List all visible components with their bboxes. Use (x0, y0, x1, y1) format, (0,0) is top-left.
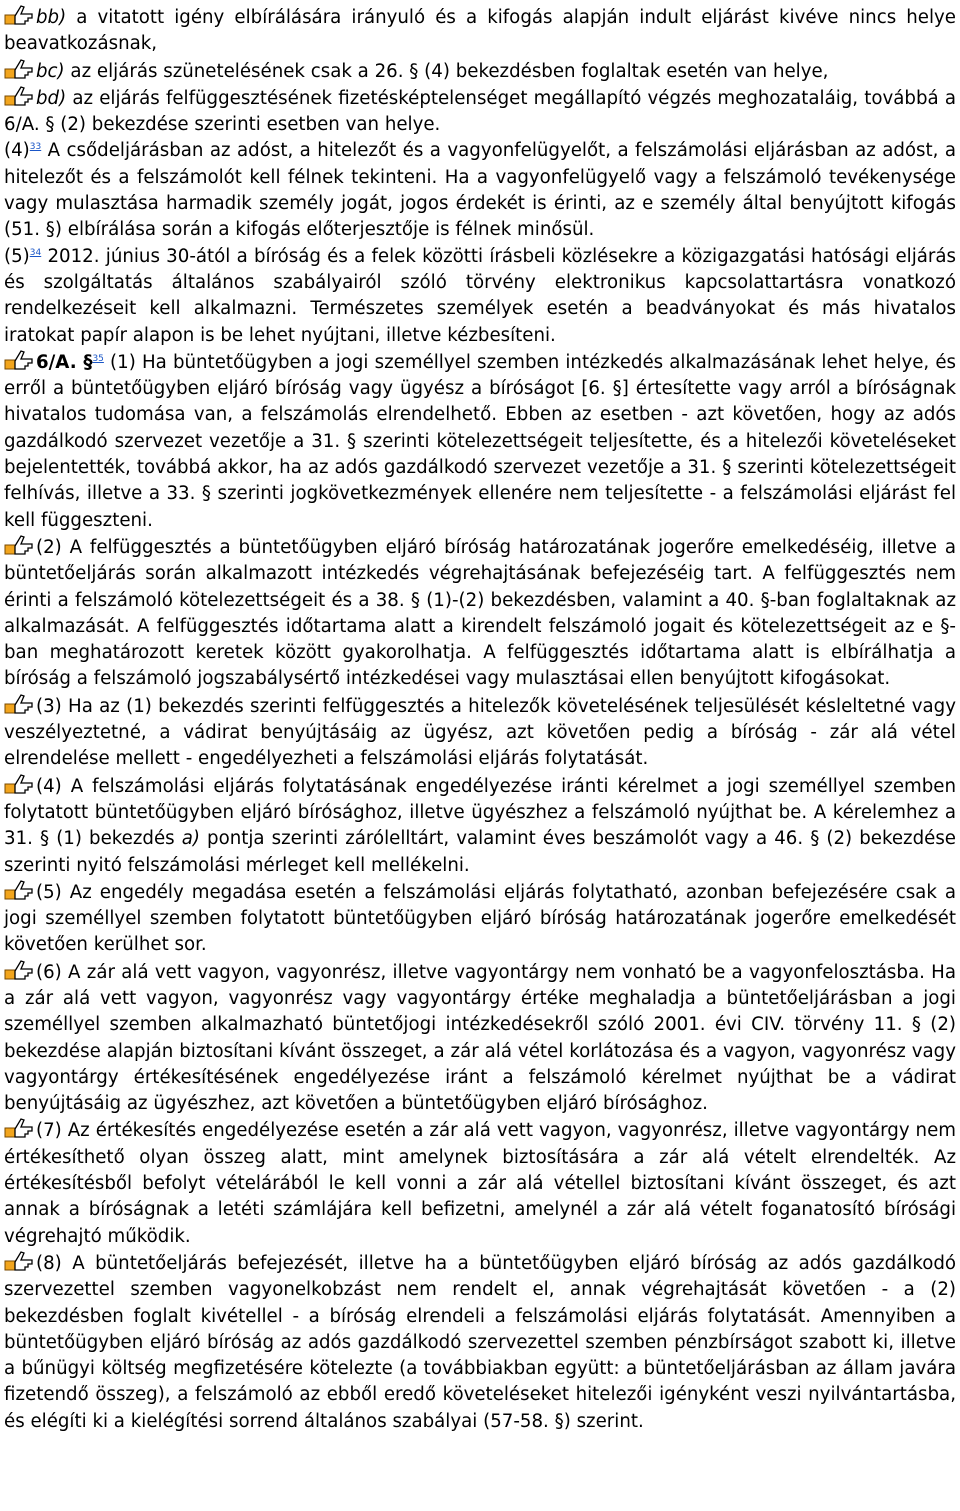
paragraph-text: (7) Az értékesítés engedélyezése esetén a zár alá vett vagyon, vagyonrész, illetve vagyontárgy nem értékesíthető olyan összeg alatt, mint amelynek biztosítására a zár alá vételt elrendelték. Az értékesítésből befolyt vételárából le kell vonni a zár alá vétellel biztosítani kívánt összeget, és azt annak a bíróságnak a letéti számlájára kell befizetni, amelynél a zár alá vételt foganatosító bírósági végrehajtó működik. (4, 1120, 956, 1247)
item-label: bc) (36, 60, 65, 82)
paragraph-bb (4, 4, 956, 58)
paragraph-6a-4 (4, 773, 956, 879)
pointing-hand-icon[interactable] (4, 773, 34, 795)
paragraph-text: (2) A felfüggesztés a büntetőügyben eljáró bíróság határozatának jogerőre emelkedéséig, illetve a büntetőeljárás során alkalmazott intézkedés végrehajtásának befejezéséig tart. A felfüggesztés nem érinti a felszámoló kötelezettségeit és a 38. § (1)-(2) bekezdésben, valamint a 40. §-ban foglaltaknak az alkalmazását. A felfüggesztés időtartama alatt a kirendelt felszámoló jogait és kötelezettségeit az e §-ban meghatározott keretek között gyakorolhatja. A felfüggesztés időtartama alatt is elbírálhatja a bíróság a felszámoló jogszabálysértő intézkedései vagy mulasztásai ellen benyújtott kifogásokat. (4, 536, 956, 690)
paragraph-number: (5) (4, 245, 30, 267)
paragraph-6a-2 (4, 534, 956, 693)
paragraph-bc (4, 58, 956, 85)
paragraph-6a-6 (4, 959, 956, 1118)
footnote-link[interactable]: 35 (92, 353, 104, 364)
pointing-hand-icon[interactable] (4, 4, 34, 26)
pointing-hand-icon[interactable] (4, 58, 34, 80)
pointing-hand-icon[interactable] (4, 693, 34, 715)
item-label: bd) (36, 87, 67, 109)
section-6a (4, 349, 956, 534)
paragraph-number: (4) (4, 140, 30, 162)
paragraph-4 (4, 138, 956, 243)
paragraph-6a-5 (4, 879, 956, 959)
paragraph-text: pontja szerinti zárólelltárt, valamint éves beszámolót vagy a 46. § (2) bekezdése szerinti nyitó felszámolási mérleget kell mellékelni. (4, 828, 956, 876)
pointing-hand-icon[interactable] (4, 879, 34, 901)
paragraph-text: az eljárás felfüggesztésének fizetésképtelenséget megállapító végzés meghozataláig, továbbá a 6/A. § (2) bekezdése szerinti esetben van helye. (4, 87, 956, 136)
pointing-hand-icon[interactable] (4, 349, 34, 371)
paragraph-text: (1) Ha büntetőügyben a jogi személlyel szemben intézkedés alkalmazásának lehet helye, és erről a büntetőügyben eljáró bíróság vagy ügyész a bíróságot [6. §] értesítette vagy arról a bíróságnak hivatalos tudomása van, a felszámolás elrendelhető. Ebben az esetben - azt követően, hogy az adós gazdálkodó szervezet vezetője a 31. § szerinti kötelezettségeit teljesítette, és a hitelezői követeléseket bejelentették, továbbá akkor, ha az adós gazdálkodó szervezet vezetője a 31. § szerinti kötelezettségeit felhívás, illetve a 33. § szerinti jogkövetkezmények ellenére nem teljesítette - a felszámolási eljárást fel kell függeszteni. (4, 351, 957, 531)
paragraph-6a-7 (4, 1117, 956, 1249)
footnote-link[interactable]: 34 (29, 247, 42, 258)
paragraph-text: (3) Ha az (1) bekezdés szerinti felfüggesztés a hitelezők követelésének teljesülését késleltetné vagy veszélyeztetné, a vádirat benyújtásáig az ügyész, azt követően pedig a bíróság - zár alá vétel elrendelése mellett - engedélyezheti a felszámolási eljárás folytatását. (4, 695, 956, 770)
paragraph-text: az eljárás szünetelésének csak a 26. § (4) bekezdésben foglaltak esetén van helye, (64, 60, 829, 82)
point-reference: a) (181, 828, 200, 850)
paragraph-6a-3 (4, 693, 956, 773)
item-label: bb) (36, 7, 67, 28)
pointing-hand-icon[interactable] (4, 85, 34, 107)
paragraph-text: A csődeljárásban az adóst, a hitelezőt és a vagyonfelügyelőt, a felszámolási eljárásban az adóst, a hitelezőt és a felszámolót kell félnek tekinteni. Ha a vagyonfelügyelő vagy a felszámoló tevékenysége vagy mulasztása harmadik személy jogát, jogos érdekét is érinti, az e személy által benyújtott kifogás (51. §) elbírálása során a kifogás előterjesztője is félnek minősül. (4, 140, 956, 241)
paragraph-text: 2012. június 30-ától a bíróság és a felek közötti írásbeli közlésekre a közigazgatási hatósági eljárás és szolgáltatás általános szabályairól szóló törvény elektronikus kapcsolattartásra vonatkozó rendelkezéseit kell alkalmazni. Természetes személyek esetén a beadványokat és más hivatalos iratokat papír alapon is be lehet nyújtani, illetve kézbesíteni. (4, 245, 956, 346)
section-heading: 6/A. § (36, 351, 93, 373)
pointing-hand-icon[interactable] (4, 1117, 34, 1139)
pointing-hand-icon[interactable] (4, 959, 34, 981)
paragraph-5 (4, 244, 956, 349)
paragraph-text: (5) Az engedély megadása esetén a felszámolási eljárás folytatható, azonban befejezésére csak a jogi személlyel szemben folytatott büntetőügyben eljáró bíróság határozatának jogerőre emelkedését követően kerülhet sor. (4, 881, 956, 956)
footnote-link[interactable]: 33 (29, 142, 42, 153)
paragraph-text: (8) A büntetőeljárás befejezését, illetve ha a büntetőügyben eljáró bíróság az adós gazdálkodó szervezettel szemben vagyonelkobzást nem rendelt el, annak végrehajtását követően - a (2) bekezdésben foglalt kivétellel - a bíróság elrendeli a felszámolási eljárás folytatását. Amennyiben a büntetőügyben eljáró bíróság az adós gazdálkodó szervezettel szemben pénzbírságot szabott ki, illetve a bűnügyi költség megfizetésére kötelezte (a továbbiakban együtt: a büntetőeljárásban az állam javára fizetendő összeg), a felszámoló az ebből eredő követeléseket hitelezői igényként veszi nyilvántartásba, és elégíti ki a kielégítési sorrend általános szabályai (57-58. §) szerint. (4, 1252, 956, 1432)
pointing-hand-icon[interactable] (4, 534, 34, 556)
pointing-hand-icon[interactable] (4, 1250, 34, 1272)
paragraph-6a-8 (4, 1250, 956, 1435)
paragraph-text: a vitatott igény elbírálására irányuló és a kifogás alapján indult eljárást kivéve nincs helye beavatkozásnak, (4, 7, 956, 55)
paragraph-text: (4) A felszámolási eljárás folytatásának engedélyezése iránti kérelmet a jogi személlyel szemben folytatott büntetőügyben eljáró bírósághoz, illetve ügyészhez a felszámoló nyújthat be. A kérelemhez a 31. § (1) bekezdés (4, 775, 956, 850)
paragraph-bd (4, 85, 956, 139)
paragraph-text: (6) A zár alá vett vagyon, vagyonrész, illetve vagyontárgy nem vonható be a vagyonfelosztásba. Ha a zár alá vett vagyon, vagyonrész vagy vagyontárgy értéke meghaladja a büntetőeljárásban a jogi személlyel szemben alkalmazható büntetőjogi intézkedésekről szóló 2001. évi CIV. törvény 11. § (2) bekezdése alapján biztosítani kívánt összeget, a zár alá vétel korlátozása és a vagyon, vagyonrész vagy vagyontárgy értékesítésének engedélyezése iránt a felszámoló kérelmet nyújthat be a vádirat benyújtásáig az ügyészhez, azt követően a büntetőügyben eljáró bírósághoz. (4, 961, 956, 1115)
